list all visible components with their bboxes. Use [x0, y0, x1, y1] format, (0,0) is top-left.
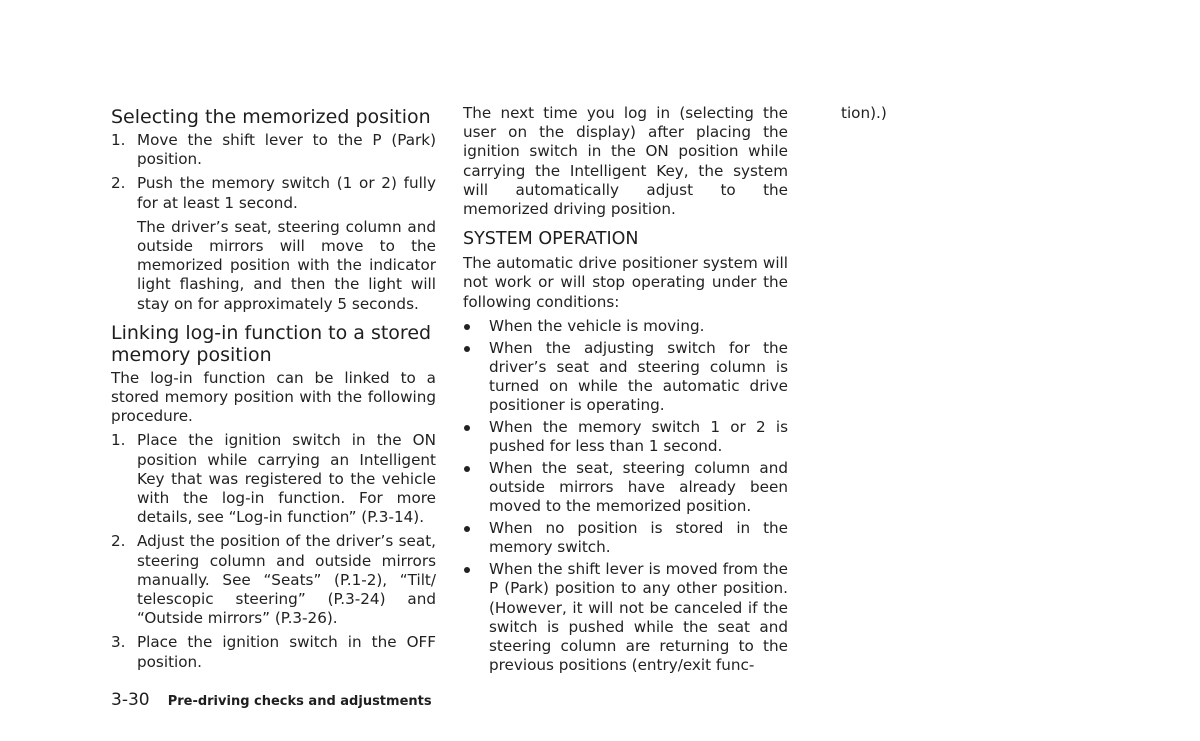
- step-number: 2.: [111, 532, 126, 551]
- conditions-intro-paragraph: The automatic drive positioner system will not work or will stop operating under the following conditions:: [463, 254, 788, 311]
- bullet-item: [463, 459, 788, 517]
- linking-intro-paragraph: The log-in function can be linked to a stored memory position with the following procedure.: [111, 368, 436, 426]
- right-column: [841, 104, 1041, 128]
- step-number: 1.: [111, 131, 126, 149]
- step-note: The driver’s seat, steering column and outside mirrors will move to the memorized position with the indicator light flashing, and then the light will stay on for approximately 5 seconds.: [137, 217, 436, 313]
- bullet-item: [463, 339, 788, 416]
- step-number: 2.: [111, 174, 126, 193]
- left-column: [111, 104, 436, 677]
- footer-section-name: Pre-driving checks and adjustments: [167, 694, 432, 709]
- bullet-item: [463, 418, 788, 456]
- step-item: [111, 431, 436, 527]
- bullet-dot-icon: [464, 526, 470, 532]
- page-footer: [111, 690, 432, 710]
- bullet-text: When the memory switch 1 or 2 is pushed for less than 1 second.: [489, 418, 788, 456]
- bullet-text: When the adjusting switch for the driver’s seat and steering column is turned on while the automatic drive positioner is operating.: [489, 338, 788, 415]
- step-item: [111, 633, 436, 671]
- bullet-item: [463, 519, 788, 557]
- section-title-system-operation: SYSTEM OPERATION: [463, 229, 639, 250]
- bullet-dot-icon: [464, 466, 470, 472]
- bullet-dot-icon: [464, 567, 470, 573]
- bullet-text: When no position is stored in the memory switch.: [489, 519, 788, 557]
- steps-list-selecting: [111, 131, 436, 314]
- step-text: Adjust the position of the driver’s seat, steering column and outside mirrors manually. See “Seats” (P.1-2), “Tilt/ telescopic steering” (P.3-24) and “Outside mirrors” (P.3-26).: [137, 532, 436, 628]
- bullet-text: When the vehicle is moving.: [489, 316, 705, 335]
- bullet-text: When the shift lever is moved from the P (Park) position to any other position. (However, it will not be canceled if the switch is pushed while the seat and steering column are returning to the previous positions (entry/exit func-: [489, 560, 788, 675]
- step-item: [111, 174, 436, 313]
- bullet-dot-icon: [464, 324, 470, 330]
- heading-selecting-memorized-position: Selecting the memorized position: [111, 106, 431, 128]
- heading-linking-login-function: Linking log-in function to a stored memory position: [111, 321, 432, 366]
- conditions-bullet-list: [463, 317, 788, 676]
- bullet-item: [463, 317, 788, 336]
- next-login-paragraph: The next time you log in (selecting the user on the display) after placing the ignition switch in the ON position while carrying the Intelligent Key, the system will automatically adjust to the memorized driving position.: [463, 104, 788, 219]
- step-text: Push the memory switch (1 or 2) fully for at least 1 second.: [137, 174, 436, 212]
- step-text: Place the ignition switch in the ON position while carrying an Intelligent Key that was registered to the vehicle with the log-in function. For more details, see “Log-in function” (P.3-14).: [137, 431, 436, 527]
- step-number: 1.: [111, 431, 126, 450]
- bullet-item: [463, 560, 788, 675]
- step-number: 3.: [111, 633, 126, 652]
- bullet-dot-icon: [464, 425, 470, 431]
- step-item: [111, 532, 436, 628]
- continuation-text: tion).): [841, 104, 887, 122]
- steps-list-linking: [111, 431, 436, 671]
- middle-column: [463, 104, 788, 678]
- bullet-text: When the seat, steering column and outside mirrors have already been moved to the memorized position.: [489, 459, 788, 516]
- page-number: 3-30: [111, 690, 150, 710]
- step-text: Place the ignition switch in the OFF position.: [137, 633, 436, 671]
- bullet-dot-icon: [464, 346, 470, 352]
- step-text: Move the shift lever to the P (Park) position.: [137, 131, 436, 169]
- step-item: [111, 131, 436, 169]
